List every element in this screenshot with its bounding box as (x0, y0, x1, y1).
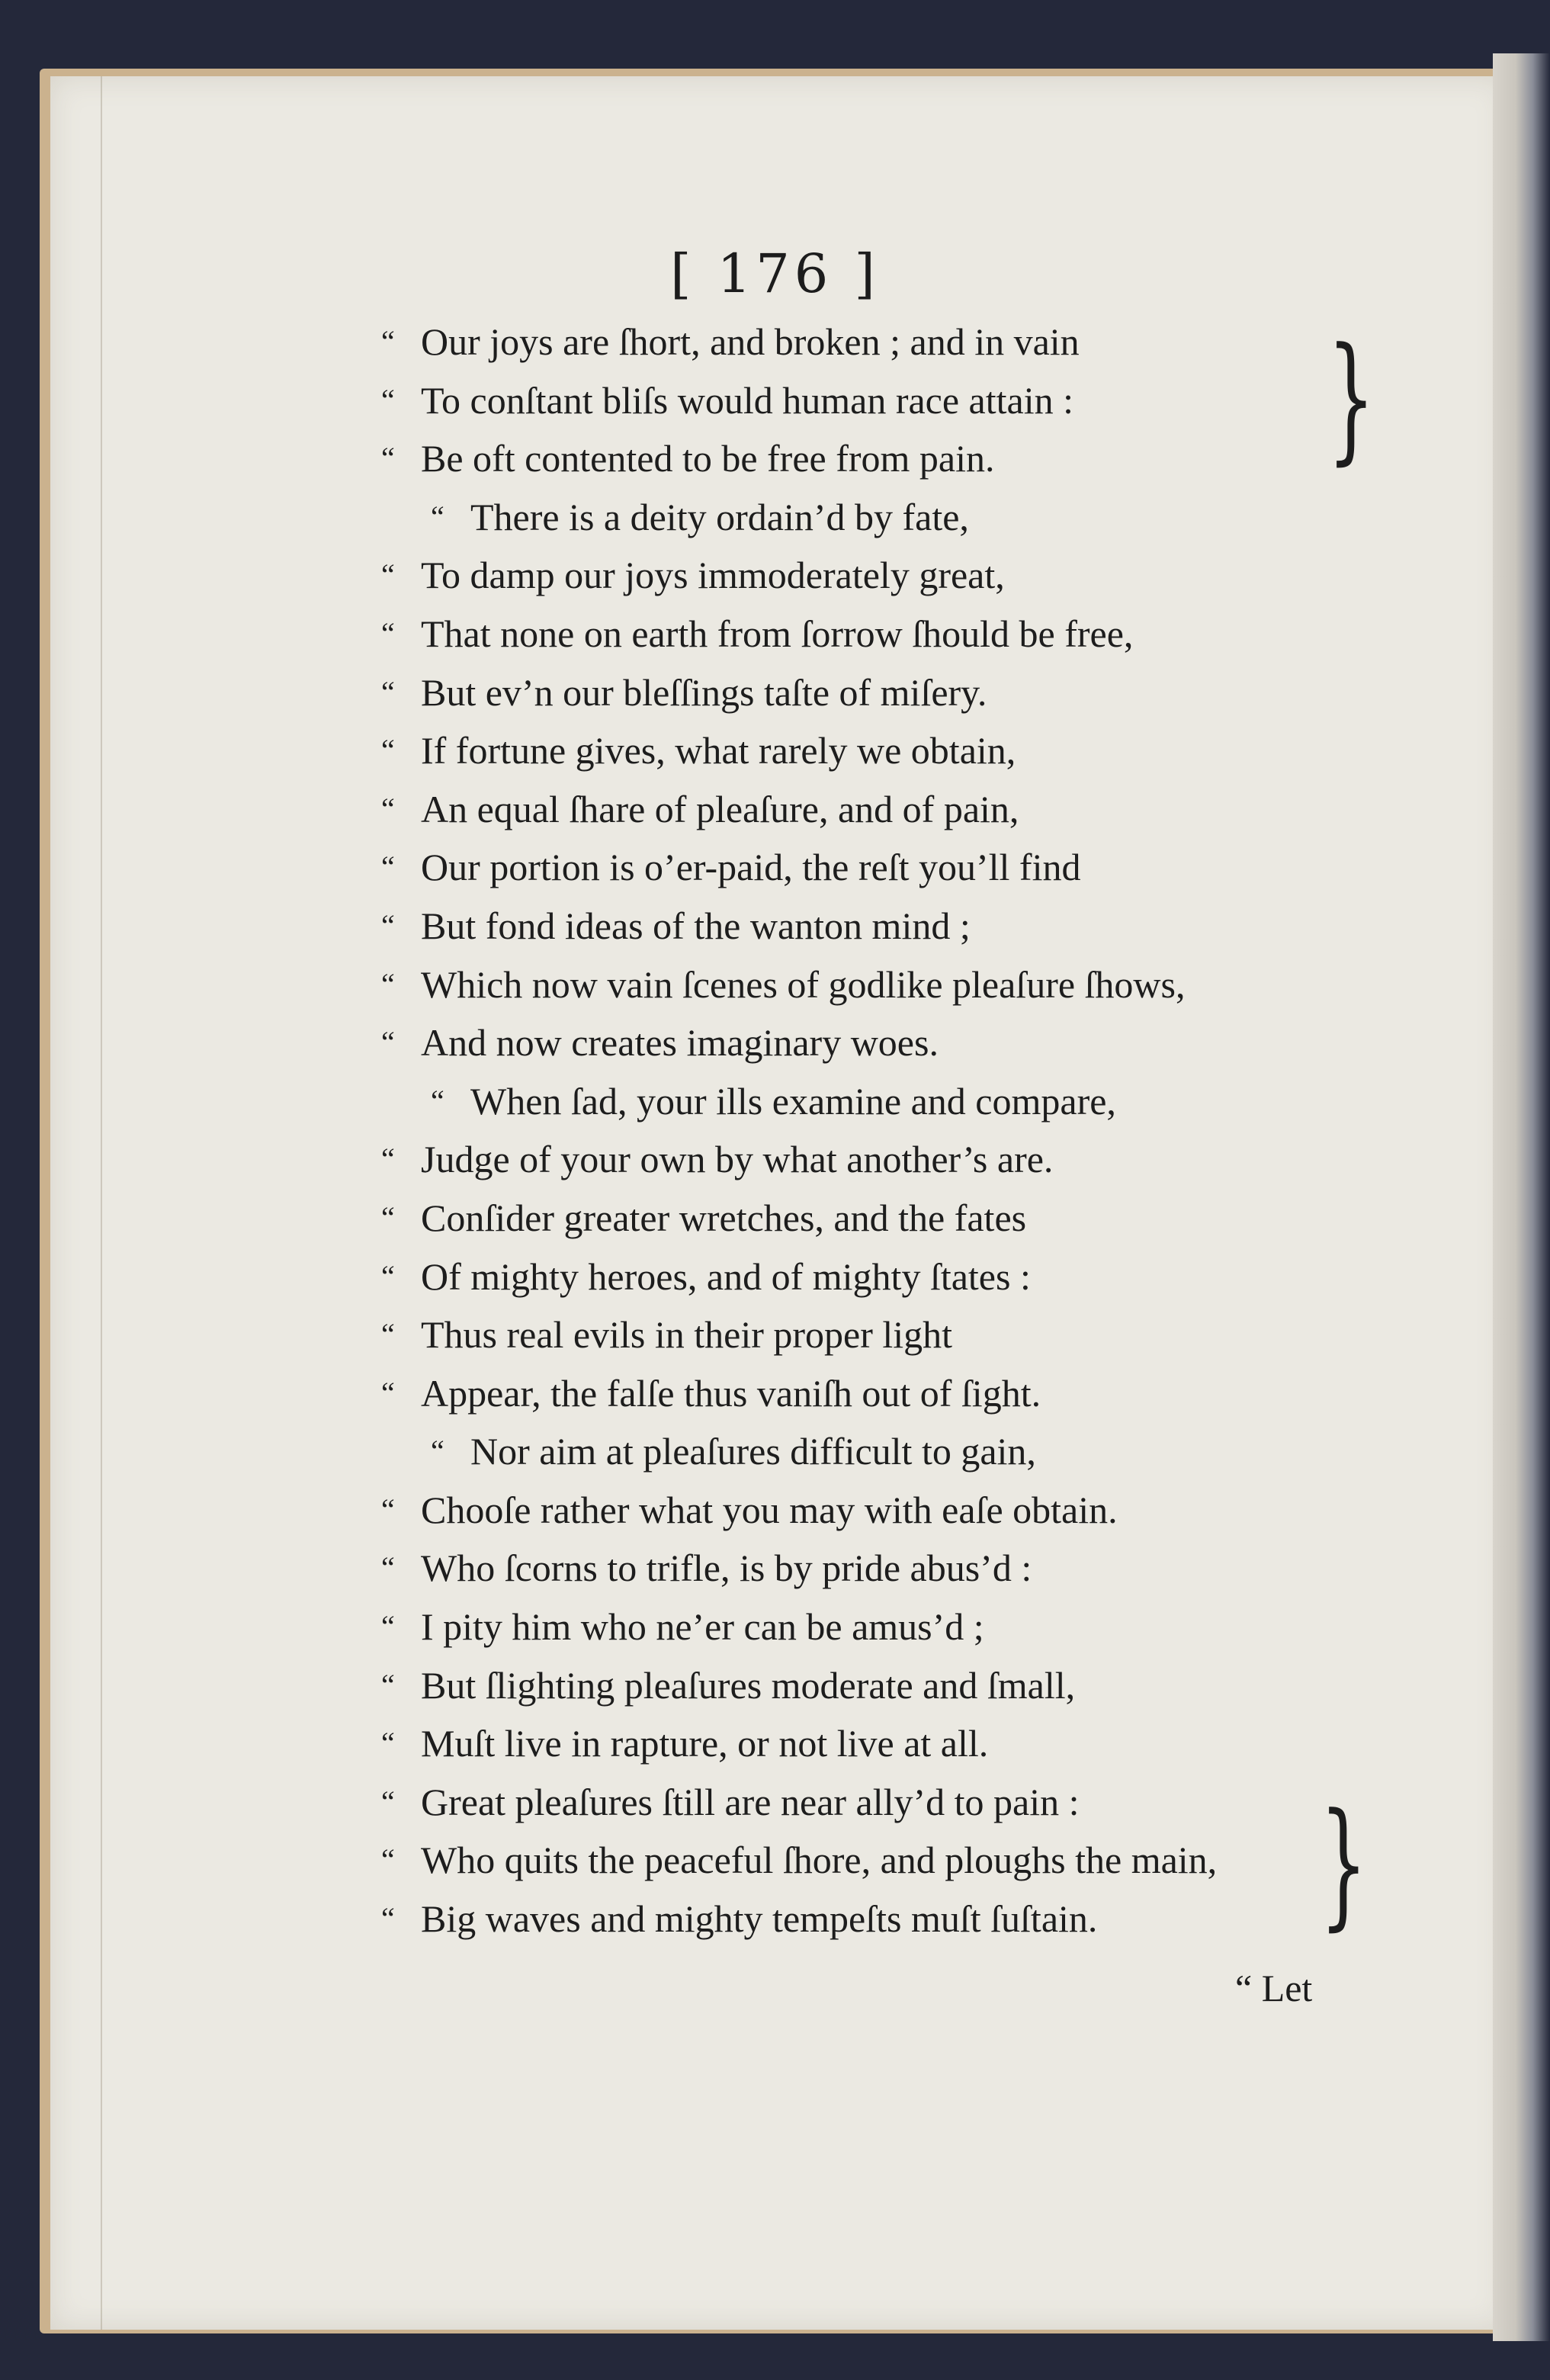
poem-line-text: Who ſcorns to trifle, is by pride abus’d : (421, 1547, 1032, 1590)
poem-line (381, 546, 1372, 605)
poem-line-text: And now creates imaginary woes. (421, 1021, 939, 1065)
quote-mark: “ (431, 1083, 444, 1118)
poem-line (381, 1831, 1372, 1890)
quote-mark: “ (381, 615, 395, 650)
poem-line-text: But fond ideas of the wanton mind ; (421, 904, 971, 947)
poem-line-text: Our portion is o’er-paid, the reſt you’ll find (421, 846, 1081, 889)
poem-line-text: Who quits the peaceful ſhore, and ploughs the main, (421, 1839, 1218, 1882)
poem-line (381, 1890, 1372, 1948)
page-fold-line (101, 76, 102, 2330)
poem-line-text: I pity him who ne’er can be amus’d ; (421, 1605, 984, 1649)
quote-mark: “ (381, 1375, 395, 1410)
quote-mark: “ (381, 674, 395, 709)
quote-mark: “ (381, 557, 395, 593)
quote-mark: “ (381, 1258, 395, 1293)
quote-mark: “ (381, 850, 395, 885)
quote-mark: “ (381, 1492, 395, 1527)
quote-mark: “ (381, 791, 395, 826)
poem-line-text: That none on earth from ſorrow ſhould be free, (421, 612, 1134, 655)
poem-line (381, 838, 1372, 897)
catchword: “ Let (1235, 1967, 1313, 2009)
quote-mark: “ (381, 1609, 395, 1644)
poem-line-text: Big waves and mighty tempeſts muſt ſuſtain. (421, 1897, 1098, 1941)
poem-line (381, 1130, 1372, 1189)
poem-line-text: Nor aim at pleaſures difficult to gain, (470, 1430, 1036, 1473)
poem-line (381, 488, 1372, 547)
poem-line-text: Judge of your own by what another’s are. (421, 1138, 1054, 1181)
quote-mark: “ (381, 1550, 395, 1585)
poem-line (381, 780, 1372, 839)
poem-line (381, 1248, 1372, 1306)
poem-line-text: There is a deity ordain’d by fate, (470, 495, 969, 538)
quote-mark: “ (381, 907, 395, 943)
quote-mark: “ (431, 1434, 444, 1469)
triplet-brace-top: } (1327, 319, 1375, 478)
facing-page-edge (1493, 53, 1550, 2341)
quote-mark: “ (381, 1726, 395, 1761)
poem-line-text: Great pleaſures ſtill are near ally’d to pain : (421, 1780, 1080, 1823)
poem-line (381, 1656, 1372, 1715)
poem-line-text: But ev’n our bleſſings taſte of miſery. (421, 670, 987, 714)
poem-line (381, 605, 1372, 663)
poem-line-text: Which now vain ſcenes of godlike pleaſure ſhows, (421, 962, 1186, 1006)
poem-line (381, 1422, 1372, 1481)
poem-line (381, 1013, 1372, 1072)
poem-line-text: To damp our joys immoderately great, (421, 554, 1005, 597)
quote-mark: “ (381, 1667, 395, 1702)
poem-line (381, 1189, 1372, 1248)
quote-mark: “ (381, 1025, 395, 1060)
quote-mark: “ (381, 441, 395, 476)
quote-mark: “ (381, 1200, 395, 1235)
quote-mark: “ (381, 1901, 395, 1936)
poem-line (381, 1598, 1372, 1656)
poem-line (381, 1539, 1372, 1598)
poem-line-text: Of mighty heroes, and of mighty ſtates : (421, 1254, 1031, 1298)
poem-line (381, 1714, 1372, 1773)
poem-line-text: Conſider greater wretches, and the fates (421, 1196, 1027, 1239)
quote-mark: “ (381, 1784, 395, 1819)
quote-mark: “ (381, 966, 395, 1001)
poem-line (381, 1773, 1372, 1832)
page-number: [ 176 ] (670, 242, 880, 305)
poem-line (381, 663, 1372, 722)
poem-line (381, 429, 1372, 488)
quote-mark: “ (381, 324, 395, 358)
poem-line-text: Chooſe rather what you may with eaſe obtain. (421, 1488, 1118, 1531)
poem-line (381, 1306, 1372, 1364)
quote-mark: “ (381, 1842, 395, 1877)
poem-line-text: When ſad, your ills examine and compare, (470, 1079, 1116, 1123)
quote-mark: “ (381, 382, 395, 417)
poem-text-block (381, 313, 1372, 1948)
poem-line (381, 1072, 1372, 1131)
quote-mark: “ (431, 499, 444, 534)
quote-mark: “ (381, 1142, 395, 1177)
quote-mark: “ (381, 733, 395, 768)
poem-line (381, 313, 1372, 371)
poem-line-text: But ſlighting pleaſures moderate and ſmall, (421, 1663, 1076, 1707)
triplet-brace-bottom: } (1319, 1784, 1368, 1944)
poem-line (381, 897, 1372, 956)
poem-line (381, 721, 1372, 780)
quote-mark: “ (381, 1317, 395, 1352)
poem-line-text: Be oft contented to be free from pain. (421, 437, 995, 480)
poem-line-text: Muſt live in rapture, or not live at all. (421, 1722, 989, 1765)
poem-line-text: To conſtant bliſs would human race attain : (421, 378, 1074, 422)
poem-line (381, 1364, 1372, 1423)
poem-line (381, 956, 1372, 1014)
poem-line-text: Our joys are ſhort, and broken ; and in vain (421, 320, 1080, 363)
poem-line-text: An equal ſhare of pleaſure, and of pain, (421, 787, 1019, 830)
poem-line (381, 371, 1372, 430)
poem-line-text: Appear, the falſe thus vaniſh out of ſight. (421, 1371, 1041, 1415)
poem-line (381, 1481, 1372, 1540)
poem-line-text: If fortune gives, what rarely we obtain, (421, 729, 1016, 772)
poem-line-text: Thus real evils in their proper light (421, 1313, 953, 1357)
